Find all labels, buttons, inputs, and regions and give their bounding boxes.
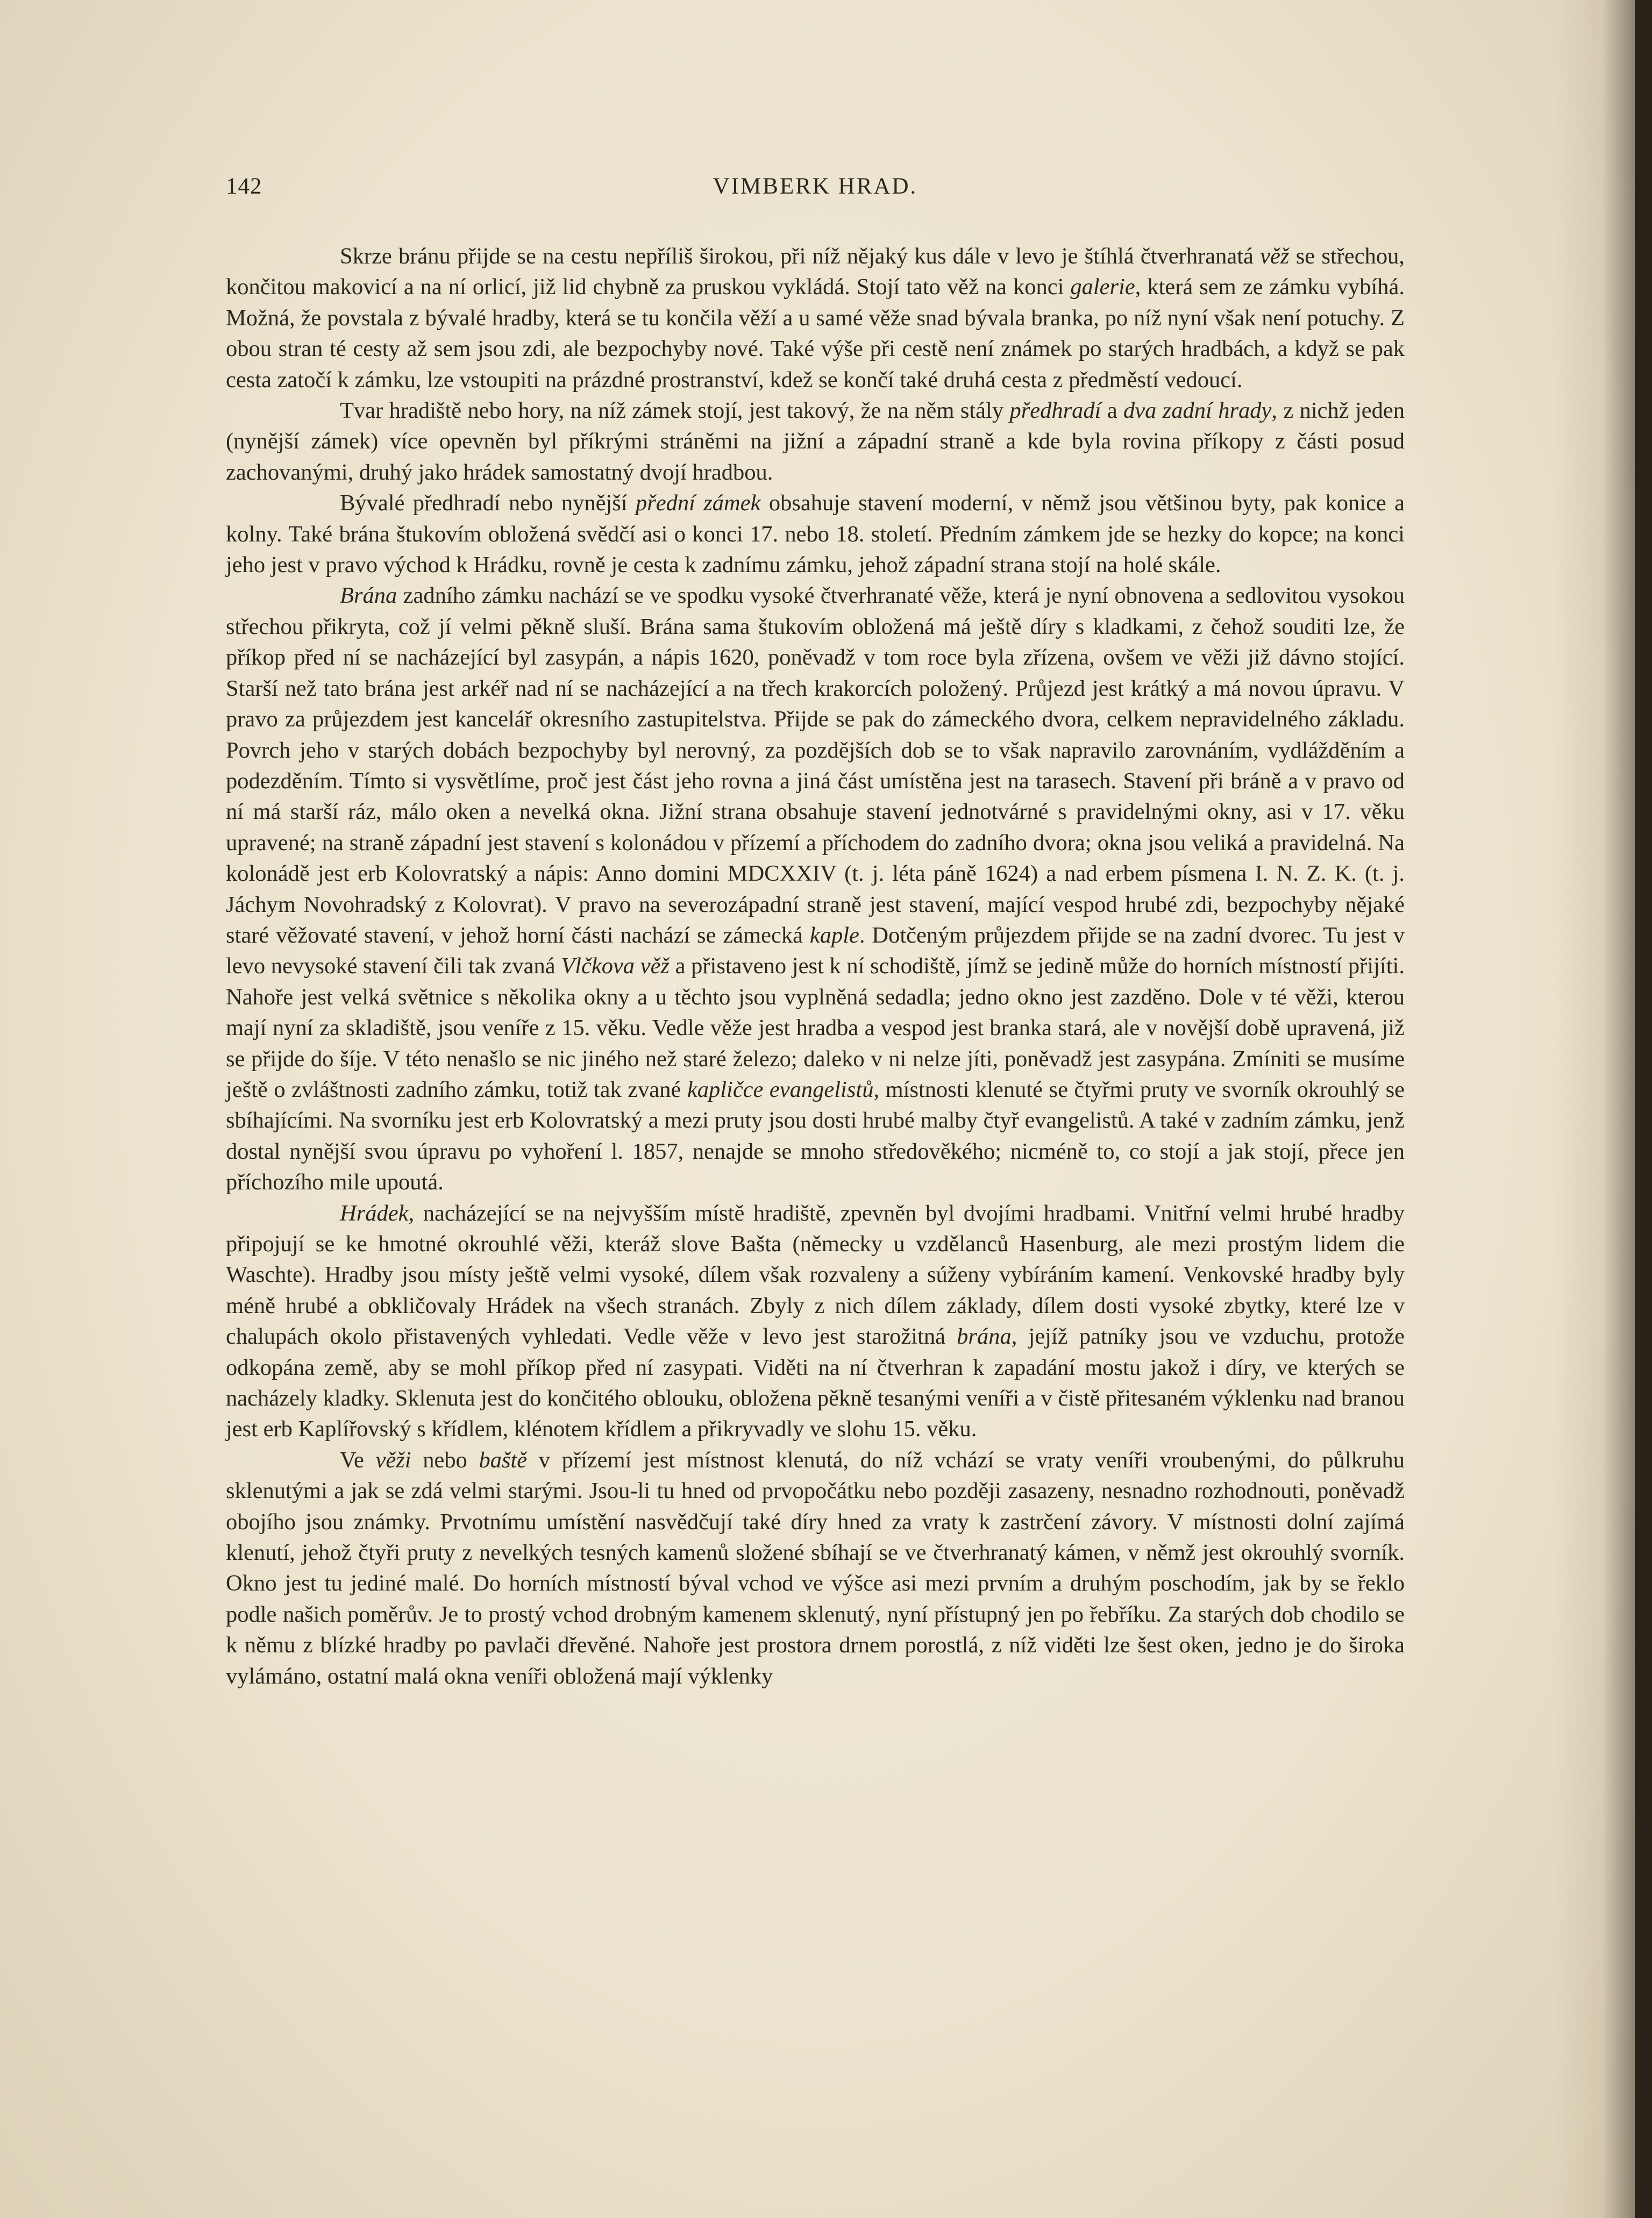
page-body-text	[226, 241, 1405, 1692]
italic-term: baště	[479, 1447, 528, 1473]
text-run: Tvar hradiště nebo hory, na níž zámek stojí, jest takový, že na něm stály	[340, 398, 1010, 424]
italic-term: Vlčkova věž	[561, 953, 670, 979]
italic-term: kaple	[809, 922, 859, 948]
text-run: a přistaveno jest k ní schodiště, jímž se jedině může do horních místností přijíti. Nahoře jest velká světnice s několika okny a u těchto jsou vyplněná sedadla; jedno okno jest zazděno. Dole v té věži, kterou mají nyní za skladiště, jsou veníře z 15. věku. Vedle věže jest hradba a vespod jest branka stará, ale v novější době upravená, již se přijde do šíje. V této nenašlo se nic jiného než staré železo; daleko v ni nelze jíti, poněvadž jest zasypána. Zmíniti se musíme ještě o zvláštnosti zadního zámku, totiž tak zvané	[226, 953, 1405, 1102]
text-run: a	[1101, 398, 1124, 424]
text-run: obsahuje stavení moderní, v němž jsou většinou byty, pak konice a kolny. Také brána štukovím obložená svědčí asi o konci 17. nebo 18. století. Předním zámkem jde se hezky do kopce; na konci jeho jest v pravo východ k Hrádku, rovně je cesta k zadnímu zámku, jehož západní strana stojí na holé skále.	[226, 490, 1405, 578]
text-run: Bývalé předhradí nebo nynější	[340, 490, 636, 516]
text-run: . Dotčeným průjezdem přijde se na zadní dvorec. Tu jest v levo nevysoké stavení čili tak zvaná	[226, 922, 1405, 979]
italic-term: Brána	[340, 583, 397, 609]
paragraph	[226, 488, 1405, 580]
italic-term: předhradí	[1009, 398, 1101, 424]
italic-term: věž	[1260, 244, 1290, 269]
italic-term: přední zámek	[635, 490, 761, 516]
text-run: , která sem ze zámku vybíhá. Možná, že povstala z bývalé hradby, která se tu končila věží a u samé věže snad bývala branka, po níž nyní však není potuchy. Z obou stran té cesty až sem jsou zdi, ale bezpochyby nové. Také výše při cestě není známek po starých hradbách, a když se pak cesta zatočí k zámku, lze vstoupiti na prázdné prostranství, kdež se končí také druhá cesta z předměstí vedoucí.	[226, 274, 1405, 393]
running-title: VIMBERK HRAD.	[713, 174, 918, 199]
italic-term: věži	[375, 1447, 411, 1473]
text-run: , z nichž jeden (nynější zámek) více opevněn byl příkrými stráněmi na jižní a západní straně a kde byla rovina příkopy z části posud zachovanými, druhý jako hrádek samostatný dvojí hradbou.	[226, 398, 1405, 485]
paragraph	[226, 395, 1405, 488]
text-run: Skrze bránu přijde se na cestu nepříliš širokou, při níž nějaký kus dále v levo je štíhlá čtverhranatá	[340, 244, 1261, 269]
text-run: nebo	[411, 1447, 479, 1473]
page-header	[226, 173, 1405, 205]
page-gutter-shadow	[1554, 0, 1635, 2218]
italic-term: brána	[957, 1324, 1012, 1350]
text-run: v přízemí jest místnost klenutá, do níž vchází se vraty veníři vroubenými, do půlkruhu sklenutými a jak se zdá velmi starými. Jsou-li tu hned od prvopočátku nebo později zasazeny, nesnadno rozhodnouti, poněvadž obojího jsou známky. Prvotnímu umístění nasvědčují také díry hned za vraty k zastrčení závory. V místnosti dolní zajímá klenutí, jehož čtyři pruty z nevelkých tesných kamenů složené sbíhají se ve čtverhranatý kámen, v němž jest okrouhlý svorník. Okno jest tu jediné malé. Do horních místností býval vchod ve výšce asi mezi prvním a druhým poschodím, jak by se řeklo podle našich poměrův. Je to prostý vchod drobným kamenem sklenutý, nyní přístupný jen po řebříku. Za starých dob chodilo se k němu z blízké hradby po pavlači dřevěné. Nahoře jest prostora drnem porostlá, z níž viděti lze šest oken, jedno je do široka vylámáno, ostatní malá okna veníři obložená mají výklenky	[226, 1447, 1405, 1689]
text-run: , místnosti klenuté se čtyřmi pruty ve svorník okrouhlý se sbíhajícími. Na svorníku jest erb Kolovratský a mezi pruty jsou dosti hrubé malby čtyř evangelistů. A také v zadním zámku, jenž dostal nynější svou úpravu po vyhoření l. 1857, nenajde se mnoho středověkého; nicméně to, co stojí a jak stojí, přece jen příchozího mile upoutá.	[226, 1076, 1405, 1195]
text-run: se střechou, končitou makovicí a na ní orlicí, již lid chybně za pruskou vykládá. Stojí tato věž na konci	[226, 244, 1405, 300]
text-run: , jejíž patníky jsou ve vzduchu, protože odkopána země, aby se mohl příkop před ní zasypati. Viděti na ní čtverhran k zapadání mostu jakož i díry, ve kterých se nacházely kladky. Sklenuta jest do končitého oblouku, obložena pěkně tesanými veníři a v čistě přitesaném výklenku nad branou jest erb Kaplířovský s křídlem, klénotem křídlem a přikryvadly ve slohu 15. věku.	[226, 1324, 1405, 1442]
page-number: 142	[226, 174, 262, 199]
text-run: Ve	[340, 1447, 376, 1473]
italic-term: galerie	[1070, 274, 1135, 300]
paragraph	[226, 241, 1405, 395]
book-edge	[1635, 0, 1652, 2218]
italic-term: Hrádek	[340, 1200, 409, 1226]
paragraph	[226, 1445, 1405, 1692]
paragraph	[226, 1198, 1405, 1445]
text-run: , nacházející se na nejvyšším místě hradiště, zpevněn byl dvojími hradbami. Vnitřní velmi hrubé hradby připojují se ke hmotné okrouhlé věži, kteráž slove Bašta (německy u vzdělanců Hasenburg, ale mezi prostým lidem die Waschte). Hradby jsou místy ještě velmi vysoké, dílem však rozvaleny a súženy vybíráním kamení. Venkovské hradby byly méně hrubé a obkličovaly Hrádek na všech stranách. Zbyly z nich dílem základy, dílem dosti vysoké zbytky, které lze v chalupách okolo přistavených vyhledati. Vedle věže v levo jest starožitná	[226, 1200, 1405, 1350]
paragraph	[226, 580, 1405, 1197]
text-run: zadního zámku nachází se ve spodku vysoké čtverhranaté věže, která je nyní obnovena a sedlovitou vysokou střechou přikryta, což jí velmi pěkně sluší. Brána sama štukovím obložená má ještě díry s kladkami, z čehož souditi lze, že příkop před ní se nacházející byl zasypán, a nápis 1620, poněvadž v tom roce byla zřízena, ovšem ve věži již dávno stojící. Starší než tato brána jest arkéř nad ní se nacházející a na třech krakorcích položený. Průjezd jest krátký a má novou úpravu. V pravo za průjezdem jest kancelář okresního zastupitelstva. Přijde se pak do zámeckého dvora, celkem nepravidelného základu. Povrch jeho v starých dobách bezpochyby byl nerovný, za pozdějších dob se to však napravilo zarovnáním, vydlážděním a podezděním. Tímto si vysvětlíme, proč jest část jeho rovna a jiná část umístěna jest na tarasech. Stavení při bráně a v pravo od ní má starší ráz, málo oken a nevelká okna. Jižní strana obsahuje stavení jednotvárné s pravidelnými okny, asi v 17. věku upravené; na straně západní jest stavení s kolonádou v přízemí a příchodem do zadního dvora; okna jsou veliká a pravidelná. Na kolonádě jest erb Kolovratský a nápis: Anno domini MDCXXIV (t. j. léta páně 1624) a nad erbem písmena I. N. Z. K. (t. j. Jáchym Novohradský z Kolovrat). V pravo na severozápadní straně jest stavení, mající vespod hrubé zdi, bezpochyby nějaké staré věžovaté stavení, v jehož horní části nachází se zámecká	[226, 583, 1405, 948]
italic-term: dva zadní hrady	[1123, 398, 1272, 424]
italic-term: kapličce evangelistů	[687, 1076, 874, 1102]
